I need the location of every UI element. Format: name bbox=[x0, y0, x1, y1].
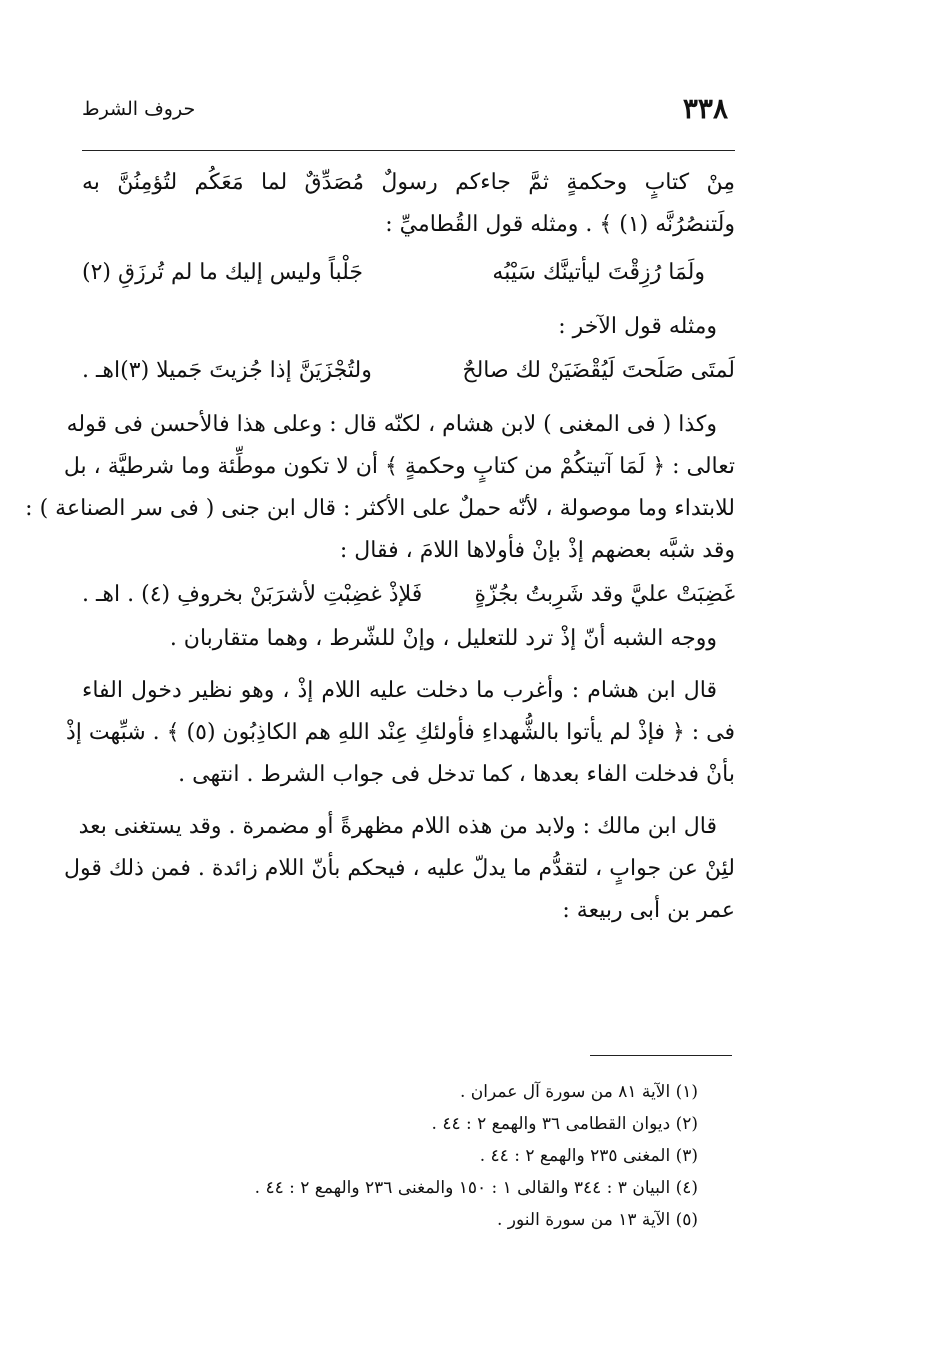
header-rule bbox=[82, 150, 735, 151]
text-line: قال ابن هشام : وأغرب ما دخلت عليه اللام إذْ ، وهو نظير دخول الفاء bbox=[82, 678, 717, 703]
text-line: للابتداء وما موصولة ، لأنّه حملٌ على الأكثر : قال ابن جنى ( فى سر الصناعة ) : bbox=[25, 496, 735, 521]
text-line: لئِنْ عن جوابٍ ، لتقدُّم ما يدلّ عليه ، فيحكم بأنّ اللام زائدة . فمن ذلك قول bbox=[64, 856, 735, 881]
verse bbox=[82, 348, 735, 394]
text-line: عمر بن أبى ربيعة : bbox=[562, 898, 735, 923]
verse-first-hemistich: لَمتَى صَلَحتَ لَيُقْضَيَنْ لك صالحٌ bbox=[462, 358, 735, 383]
running-title: حروف الشرط bbox=[82, 98, 196, 120]
verse-first-hemistich: غَضِبَتْ عليَّ وقد شَرِبتُ بجُزّةٍ bbox=[474, 582, 735, 607]
text-line: ولَتنصُرُنَّه (١) ﴾ . ومثله قول القُطاميِّ : bbox=[385, 212, 735, 237]
verse-second-hemistich: جَلْباً وليس إليك ما لم تُرزَقِ (٢) bbox=[82, 260, 363, 285]
page-header bbox=[82, 92, 728, 132]
footnote: (٢) ديوان القطامى ٣٦ والهمع ٢ : ٤٤ . bbox=[431, 1114, 698, 1134]
text-line: بأنْ فدخلت الفاء بعدها ، كما تدخل فى جواب الشرط . انتهى . bbox=[178, 762, 735, 787]
text-line: مِنْ كتابٍ وحكمةٍ ثمَّ جاءكم رسولٌ مُصَدِّقٌ لما مَعَكُم لتُؤمِنُنَّ به bbox=[82, 170, 735, 195]
text-line: تعالى : ﴿ لَمَا آتيتكُمْ من كتابٍ وحكمةٍ ﴾ أن لا تكون موطِّئة وما شرطيَّة ، بل bbox=[63, 454, 735, 479]
text-line: فى : ﴿ فإذْ لم يأتوا بالشُّهداءِ فأولئكِ عِنْد اللهِ هم الكاذِبُون (٥) ﴾ . شبِّهت إذْ bbox=[65, 720, 735, 745]
text-line: ووجه الشبه أنّ إذْ ترد للتعليل ، وإنْ للشّرط ، وهما متقاربان . bbox=[169, 626, 717, 651]
footnote-rule bbox=[590, 1055, 732, 1056]
verse-second-hemistich: فَلإذْ غضِبْتِ لأشرَبَنْ بخروفِ (٤) . اهـ . bbox=[82, 582, 423, 607]
text-line: وقد شبَّه بعضهم إذْ بإنْ فأولاها اللامَ ، فقال : bbox=[339, 538, 735, 563]
footnote: (٥) الآية ١٣ من سورة النور . bbox=[497, 1210, 698, 1230]
footnotes bbox=[200, 1076, 698, 1236]
verse-first-hemistich: ولَمَا رُزِقْتَ ليأتينَّك سَيْبُه bbox=[492, 260, 705, 285]
text-line: وكذا ( فى المغنى ) لابن هشام ، لكنّه قال : وعلى هذا فالأحسن فى قوله bbox=[66, 412, 717, 437]
footnote: (١) الآية ٨١ من سورة آل عمران . bbox=[459, 1082, 698, 1102]
footnote: (٣) المغنى ٢٣٥ والهمع ٢ : ٤٤ . bbox=[479, 1146, 698, 1166]
verse-second-hemistich: ولتُجْزَيَنَّ إذا جُزيتَ جَميلا (٣)اهـ . bbox=[82, 358, 372, 383]
main-text bbox=[25, 162, 735, 932]
text-line: قال ابن مالك : ولابد من هذه اللام مظهرةً أو مضمرة . وقد يستغنى بعد bbox=[78, 814, 717, 839]
footnote: (٤) البيان ٣ : ٣٤٤ والقالى ١ : ١٥٠ والمغنى ٢٣٦ والهمع ٢ : ٤٤ . bbox=[254, 1178, 698, 1198]
verse bbox=[82, 250, 735, 296]
page-number: ٣٣٨ bbox=[682, 92, 728, 125]
text-line: ومثله قول الآخر : bbox=[558, 314, 717, 339]
verse bbox=[82, 572, 735, 618]
